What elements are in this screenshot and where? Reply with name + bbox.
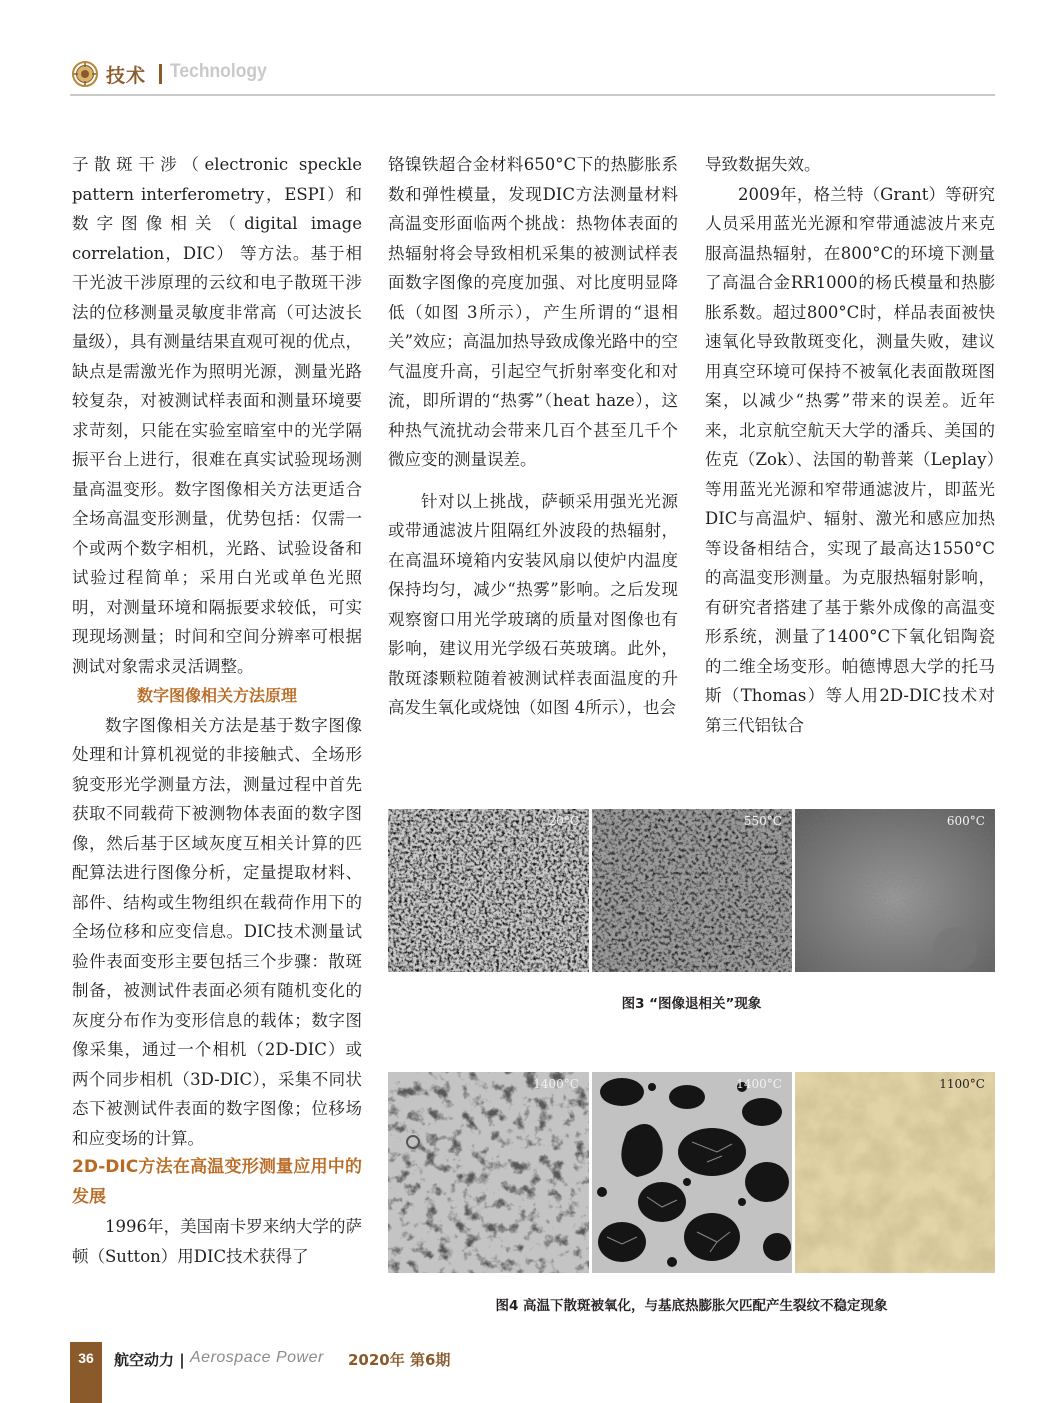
figure4-caption: 图4 高温下散斑被氧化，与基底热膨胀欠匹配产生裂纹不稳定现象 <box>495 1298 888 1314</box>
paragraph: 子散斑干涉（electronic speckle pattern interferometry，ESPI）和数字图像相关（digital image correlation，DIC） 等方法。基于相干光波干涉原理的云纹和电子散斑干涉法的位移测量灵敏度非常高（可达波长量级），具有测量结果直观可视的优点，缺点是需激光作为照明光源，测量光路较复杂，对被测试样表面和测量环境要求苛刻，只能在实验室暗室中的光学隔振平台上进行，很难在真实试验现场测量高温变形。数字图像相关方法更适合全场高温变形测量，优势包括：仅需一个或两个数字相机，光路、试验设备和试验过程简单；采用白光或单色光照明，对测量环境和隔振要求较低，可实现现场测量；时间和空间分辨率可根据测试对象需求灵活调整。 <box>72 155 362 676</box>
section-title-en: Technology <box>170 61 267 82</box>
section-heading: 2D-DIC方法在高温变形测量应用中的发展 <box>72 1157 362 1207</box>
figure4-image-1400c-a <box>388 1072 589 1273</box>
journal-logo-icon <box>72 61 98 87</box>
figure3-image-600c <box>795 809 995 972</box>
temperature-label: 1400°C <box>736 1077 782 1091</box>
page-number: 36 <box>78 1350 94 1366</box>
text-column-3 <box>705 150 995 740</box>
paragraph: 1996年，美国南卡罗来纳大学的萨顿（Sutton）用DIC技术获得了 <box>72 1217 362 1266</box>
text-column-1 <box>72 150 362 1271</box>
page-number-block <box>70 1342 102 1403</box>
header-divider <box>159 64 162 84</box>
paragraph: 数字图像相关方法是基于数字图像处理和计算机视觉的非接触式、全场形貌变形光学测量方法，测量过程中首先获取不同载荷下被测物体表面的数字图像，然后基于区域灰度互相关计算的匹配算法进行图像分析，定量提取材料、部件、结构或生物组织在载荷作用下的全场位移和应变信息。DIC技术测量试验件表面变形主要包括三个步骤：散斑制备，被测试件表面必须有随机变化的灰度分布作为变形信息的载体；数字图像采集，通过一个相机（2D-DIC）或两个同步相机（3D-DIC），采集不同状态下被测试件表面的数字图像；位移场和应变场的计算。 <box>72 715 362 1148</box>
paragraph: 2009年，格兰特（Grant）等研究人员采用蓝光光源和窄带通滤波片来克服高温热辐射，在800°C的环境下测量了高温合金RR1000的杨氏模量和热膨胀系数。超过800°C时，样品表面被快速氧化导致散斑变化，测量失败，建议用真空环境可保持不被氧化表面散斑图案，以减少“热雾”带来的误差。近年来，北京航空航天大学的潘兵、美国的佐克（Zok）、法国的勒普莱（Leplay）等用蓝光光源和窄带通滤波片，即蓝光DIC与高温炉、辐射、激光和感应加热等设备相结合，实现了最高达1550°C的高温变形测量。为克服热辐射影响，有研究者搭建了基于紫外成像的高温变形系统，测量了1400°C下氧化铝陶瓷的二维全场变形。帕德博恩大学的托马斯（Thomas）等人用2D-DIC技术对第三代铝钛合 <box>705 184 995 735</box>
temperature-label: 600°C <box>946 814 985 828</box>
figure3-caption: 图3 “图像退相关”现象 <box>621 996 762 1012</box>
section-heading: 数字图像相关方法原理 <box>136 686 297 705</box>
temperature-label: 20°C <box>548 814 579 828</box>
figure3-image-20c <box>388 809 589 972</box>
journal-name-cn: 航空动力 | <box>114 1351 185 1369</box>
paragraph: 导致数据失效。 <box>705 155 821 174</box>
issue-info: 2020年 第6期 <box>348 1351 451 1369</box>
figure3-image-550c <box>592 809 792 972</box>
section-title-cn: 技术 <box>106 65 147 87</box>
figure4-image-1100c <box>795 1072 995 1273</box>
temperature-label: 1400°C <box>533 1077 579 1091</box>
paragraph: 针对以上挑战，萨顿采用强光光源或带通滤波片阻隔红外波段的热辐射，在高温环境箱内安装风扇以使炉内温度保持均匀，减少“热雾”影响。之后发现观察窗口用光学玻璃的质量对图像也有影响，建议用光学级石英玻璃。此外，散斑漆颗粒随着被测试样表面温度的升高发生氧化或烧蚀（如图 4所示），也会 <box>388 491 678 717</box>
text-column-2 <box>388 150 678 723</box>
journal-name-en: Aerospace Power <box>190 1349 324 1366</box>
header-rule <box>70 94 995 96</box>
page-header <box>70 58 995 96</box>
temperature-label: 1100°C <box>939 1077 985 1091</box>
temperature-label: 550°C <box>743 814 782 828</box>
figure4-image-1400c-b <box>592 1072 792 1273</box>
paragraph: 铬镍铁超合金材料650°C下的热膨胀系数和弹性模量，发现DIC方法测量材料高温变形面临两个挑战：热物体表面的热辐射将会导致相机采集的被测试样表面数字图像的亮度加强、对比度明显降低（如图 3所示），产生所谓的“退相关”效应；高温加热导致成像光路中的空气温度升高，引起空气折射率变化和对流，即所谓的“热雾”（heat haze），这种热气流扰动会带来几百个甚至几千个微应变的测量误差。 <box>388 155 678 469</box>
